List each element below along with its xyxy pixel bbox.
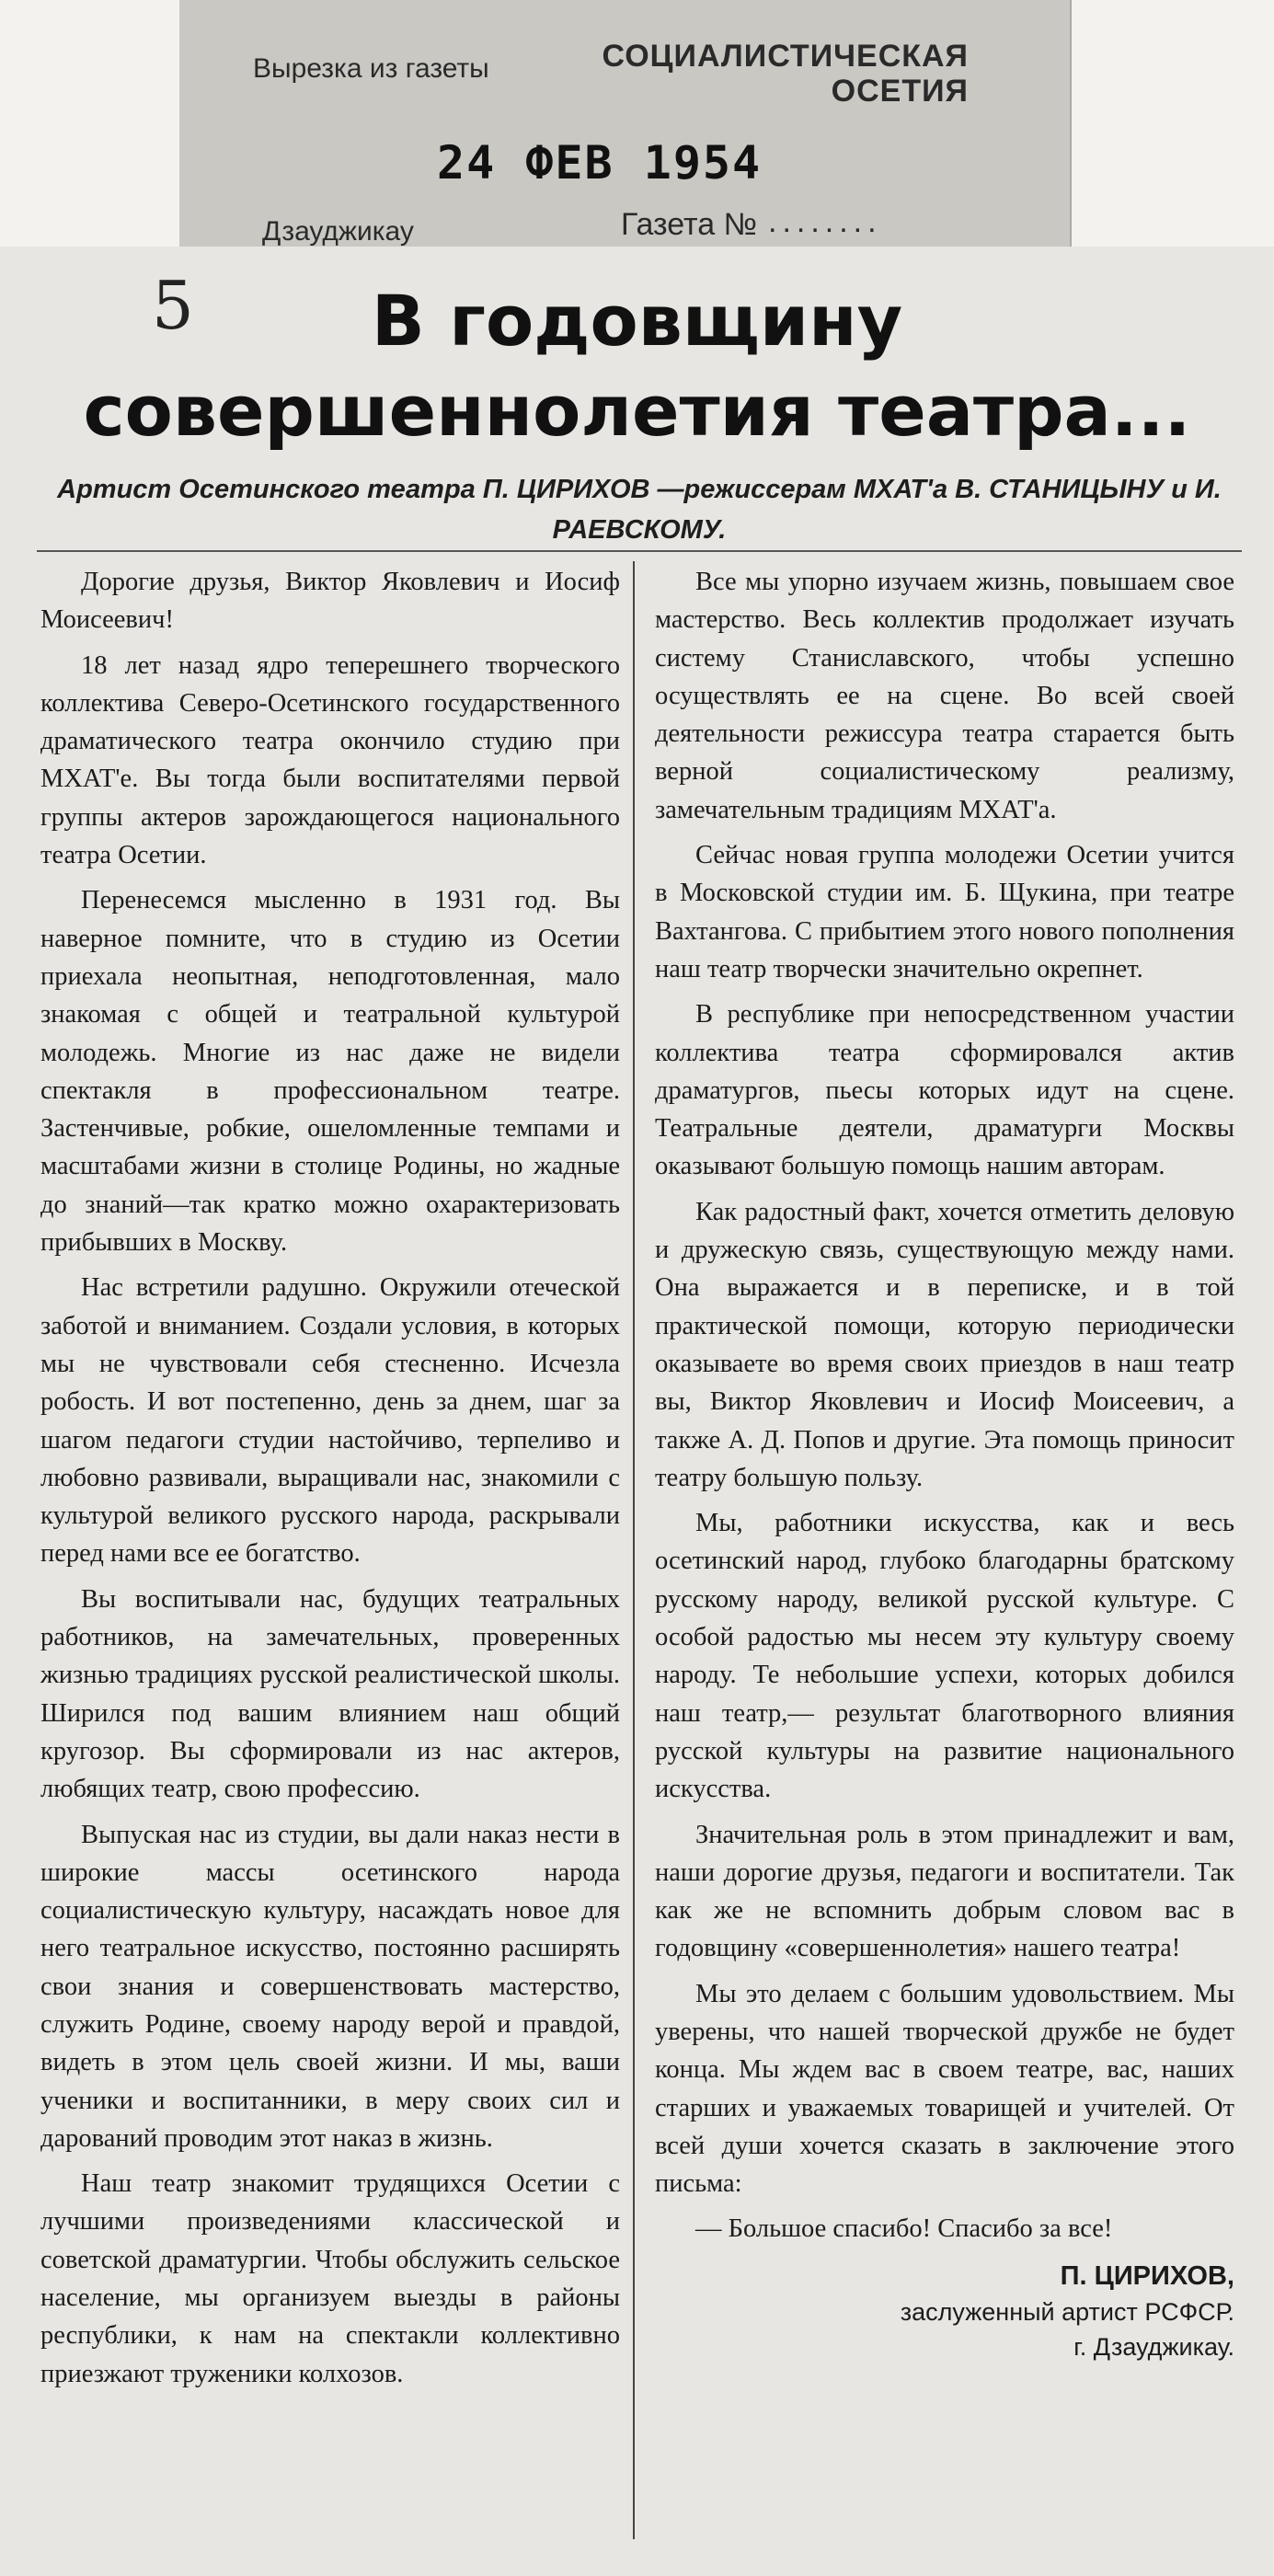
issue-number-label: Газета № (621, 207, 758, 242)
author-title: заслуженный артист РСФСР. (900, 2297, 1234, 2326)
paragraph: Как радостный факт, хочется отметить деловую и дружескую связь, существующую между нами. Она выражается и в переписке, и в той практической помощи, которую периодически оказываете во время своих приездов в наш театр вы, Виктор Яковлевич и Иосиф Моисеевич, а также А. Д. Попов и другие. Эта помощь приносит театру большую пользу. (655, 1197, 1234, 1492)
paragraph: 18 лет назад ядро теперешнего творческого коллектива Северо-Осетинского государственного драматического театра окончило студию при МХАТ'е. Вы тогда были воспитателями первой группы актеров зарождающегося национального театра Осетии. (40, 650, 620, 870)
city-label: Дзауджикау (262, 216, 414, 247)
paragraph: Мы это делаем с большим удовольствием. Мы уверены, что нашей творческой дружбе не будет конца. Мы ждем вас в своем театре, вас, наших старших и уважаемых товарищей и учителей. От всей души хочется сказать в заключение этого письма: (655, 1979, 1234, 2199)
paragraph: В республике при непосредственном участии коллектива театра сформировался актив драматургов, пьесы которых идут на сцене. Театральные деятели, драматурги Москвы оказывают большую помощь нашим авторам. (655, 1000, 1234, 1181)
newspaper-name: СОЦИАЛИСТИЧЕСКАЯ ОСЕТИЯ (602, 39, 969, 109)
handwritten-archive-mark: 5 (152, 267, 194, 344)
column-divider (633, 561, 635, 2539)
paragraph: Все мы упорно изучаем жизнь, повышаем свое мастерство. Весь коллектив продолжает изучать систему Станиславского, чтобы успешно осуществлять ее на сцене. Во всей своей деятельности режиссура театра старается быть верной социалистическому реализму, замечательным традициям МХАТ'а. (655, 568, 1234, 824)
paragraph: Наш театр знакомит трудящихся Осетии с лучшими произведениями классической и советской драматургии. Чтобы обслужить сельское население, мы организуем выезды в районы республики, к нам на спектакли коллективно приезжают труженики колхозов. (40, 2169, 620, 2388)
author-name: П. ЦИРИХОВ, (1060, 2260, 1234, 2291)
paragraph: Дорогие друзья, Виктор Яковлевич и Иосиф Моисеевич! (40, 568, 620, 635)
article-byline: Артист Осетинского театра П. ЦИРИХОВ —режиссерам МХАТ'а В. СТАНИЦЫНУ и И. РАЕВСКОМУ. (57, 475, 1222, 545)
header-divider (37, 550, 1242, 552)
paragraph: Мы, работники искусства, как и весь осетинский народ, глубоко благодарны братскому русскому народу, великой русской культуре. С особой радостью мы несем эту культуру своему народу. Те небольшие успехи, которых добился наш театр,— результат благотворного влияния русской культуры на развитие национального искусства. (655, 1509, 1234, 1804)
signature-block (655, 2258, 1234, 2364)
clipping-source-label: Вырезка из газеты (253, 53, 489, 84)
paragraph: Значительная роль в этом принадлежит и вам, наши дорогие друзья, педагоги и воспитатели. Так как же не вспомнить добрым словом вас в годовщину «совершеннолетия» нашего театра! (655, 1820, 1234, 1963)
clipping-label (179, 0, 1072, 262)
paragraph: Нас встретили радушно. Окружили отеческой заботой и вниманием. Создали условия, в которых мы не чувствовали себя стесненно. Исчезла робость. И вот постепенно, день за днем, шаг за шагом педагоги студии настойчиво, терпеливо и любовно развивали, выращивали нас, знакомили с культурой великого русского народа, раскрывали перед нами все ее богатство. (40, 1273, 620, 1569)
paragraph: Выпуская нас из студии, вы дали наказ нести в широкие массы осетинского народа социалистическую культуру, насаждать новое для него театральное искусство, постоянно расширять свои знания и совершенствовать мастерство, служить Родине, своему народу верой и правдой, видеть в этом цель своей жизни. И мы, ваши ученики и воспитанники, в меру своих сил и дарований проводим этот наказ в жизнь. (40, 1820, 620, 2153)
paragraph: Сейчас новая группа молодежи Осетии учится в Московской студии им. Б. Щукина, при театре Вахтангова. С прибытием этого нового пополнения наш театр творчески значительно окрепнет. (655, 841, 1234, 983)
issue-number-dots: ........ (768, 204, 882, 239)
paragraph: Перенесемся мысленно в 1931 год. Вы наверное помните, что в студию из Осетии приехала неопытная, неподготовленная, мало знакомая с общей и театральной культурой молодежь. Многие из нас даже не видели спектакля в профессиональном театре. Застенчивые, робкие, ошеломленные темпами и масштабами жизни в столице Родины, но жадные до знаний—так кратко можно охарактеризовать прибывших в Москву. (40, 886, 620, 1258)
paragraph: — Большое спасибо! Спасибо за все! (695, 2214, 1113, 2244)
article-left-column (40, 563, 620, 2400)
article-headline: В годовщину совершеннолетия театра... (83, 280, 1191, 452)
article-right-column (655, 563, 1234, 2364)
date-stamp: 24 ФЕВ 1954 (437, 136, 763, 190)
paragraph: Вы воспитывали нас, будущих театральных работников, на замечательных, проверенных жизнью традициях русской реалистической школы. Ширился под вашим влиянием наш общий кругозор. Вы сформировали из нас актеров, любящих театр, свою профессию. (40, 1584, 620, 1804)
author-city: г. Дзауджикау. (1073, 2332, 1234, 2361)
